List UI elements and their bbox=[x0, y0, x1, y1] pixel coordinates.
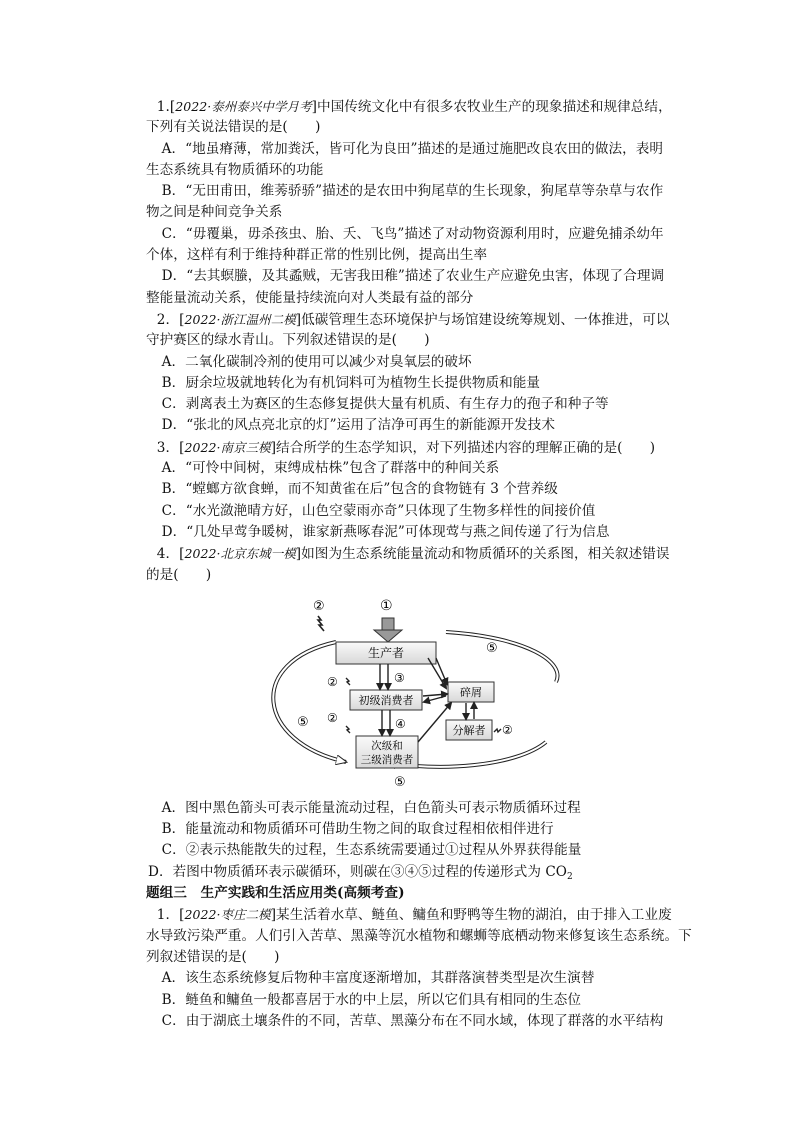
group3-title: 题组三 生产实践和生活应用类(高频考查) bbox=[146, 885, 405, 902]
q1-stem-cont: 下列有关说法错误的是( ) bbox=[146, 119, 321, 136]
g3q1-stem-cont: 水导致污染严重。人们引入苦草、黑藻等沉水植物和螺蛳等底栖动物来修复该生态系统。下 bbox=[146, 927, 692, 944]
label-n4: ④ bbox=[395, 716, 406, 731]
q2-source: 2022·浙江温州二模 bbox=[184, 311, 296, 327]
q1-option-b: B．“无田甫田，维莠骄骄”描述的是农田中狗尾草的生长现象，狗尾草等杂草与农作 bbox=[148, 183, 664, 200]
q3-option-b: B．“螳螂方欲食蝉，而不知黄雀在后”包含的食物链有 3 个营养级 bbox=[148, 481, 558, 498]
primary-consumer-label: 初级消费者 bbox=[358, 693, 414, 707]
label-n2-primary: ② bbox=[327, 674, 338, 689]
g3q1-option-a: A．该生态系统修复后物种丰富度逐渐增加，其群落演替类型是次生演替 bbox=[148, 970, 595, 987]
q1-option-d: D．“去其螟螣，及其蟊贼，无害我田稚”描述了农业生产应避免虫害，体现了合理调 bbox=[148, 268, 665, 285]
q1-option-c-cont: 个体，这样有利于维持种群正常的性别比例，提高出生率 bbox=[146, 247, 488, 264]
q4-option-a: A．图中黑色箭头可表示能量流动过程，白色箭头可表示物质循环过程 bbox=[148, 799, 581, 816]
label-n5-left: ⑤ bbox=[297, 714, 309, 730]
q2-option-d: D．“张北的风点亮北京的灯”运用了洁净可再生的新能源开发技术 bbox=[148, 417, 555, 434]
energy-matter-diagram bbox=[146, 592, 686, 792]
q3-option-c: C．“水光潋滟晴方好，山色空蒙雨亦奇”只体现了生物多样性的间接价值 bbox=[148, 502, 596, 519]
secondary-label-2: 三级消费者 bbox=[360, 753, 414, 766]
label-n2-top: ② bbox=[313, 598, 325, 614]
q1-option-b-cont: 物之间是种间竞争关系 bbox=[146, 204, 283, 221]
producer-label: 生产者 bbox=[367, 645, 405, 660]
g3q1-option-b: B．鲢鱼和鳙鱼一般都喜居于水的中上层，所以它们具有相同的生态位 bbox=[148, 991, 581, 1008]
secondary-label-1: 次级和 bbox=[371, 739, 403, 752]
q1-option-a: A．“地虽瘠薄，常加粪沃，皆可化为良田”描述的是通过施肥改良农田的做法，表明 bbox=[148, 140, 664, 157]
g3q1-source: 2022·枣庄二模 bbox=[184, 907, 271, 923]
q2-option-c: C．剥离表土为赛区的生态修复提供大量有机质、有生存力的孢子和种子等 bbox=[148, 396, 609, 413]
g3q1-stem: 1．[2022·枣庄二模]某生活着水草、鲢鱼、鳙鱼和野鸭等生物的湖泊，由于排入工业废 bbox=[156, 907, 672, 924]
q1-source: 2022·泰州泰兴中学月考 bbox=[175, 99, 312, 114]
q3-option-a: A．“可怜中间树，束缚成枯株”包含了群落中的种间关系 bbox=[148, 460, 500, 477]
q4-stem: 4．[2022·北京东城一模]如图为生态系统能量流动和物质循环的关系图，相关叙述错误 bbox=[156, 546, 670, 563]
q1-option-c: C．“毋覆巢，毋杀孩虫、胎、夭、飞鸟”描述了对动物资源利用时，应避免捕杀幼年 bbox=[148, 225, 664, 242]
q3-stem: 3．[2022·南京三模]结合所学的生态学知识，对下列描述内容的理解正确的是( ) bbox=[156, 439, 656, 456]
q1-stem: 1.[2022·泰州泰兴中学月考]中国传统文化中有很多农牧业生产的现象描述和规律总结， bbox=[156, 99, 672, 115]
g3q1-stem-cont2: 列叙述错误的是( ) bbox=[146, 948, 280, 965]
label-n5-bottom: ⑤ bbox=[394, 774, 406, 790]
diagram-svg bbox=[146, 592, 686, 792]
content-column bbox=[146, 96, 692, 1032]
label-n2-secondary: ② bbox=[327, 710, 338, 725]
q2-stem: 2．[2022·浙江温州二模]低碳管理生态环境保护与场馆建设统筹规划、一体推进，可以 bbox=[156, 311, 670, 328]
q4-stem-cont: 的是( ) bbox=[146, 566, 212, 583]
q1-option-d-cont: 整能量流动关系，使能量持续流向对人类最有益的部分 bbox=[146, 289, 474, 306]
label-n3: ③ bbox=[394, 670, 405, 685]
label-n5-right: ⑤ bbox=[486, 640, 498, 656]
q2-option-b: B．厨余垃圾就地转化为有机饲料可为植物生长提供物质和能量 bbox=[148, 374, 541, 391]
g3q1-option-c: C．由于湖底土壤条件的不同，苦草、黑藻分布在不同水域，体现了群落的水平结构 bbox=[148, 1012, 664, 1029]
label-n1: ① bbox=[380, 597, 393, 614]
q4-source: 2022·北京东城一模 bbox=[184, 546, 296, 562]
q3-option-d: D．“几处早莺争暖树，谁家新燕啄春泥”可体现莺与燕之间传递了行为信息 bbox=[148, 523, 610, 540]
decomposer-label: 分解者 bbox=[452, 723, 486, 737]
q1-option-a-cont: 生态系统具有物质循环的功能 bbox=[146, 161, 324, 178]
label-n2-decomposer: ② bbox=[502, 722, 513, 737]
q2-option-a: A．二氧化碳制冷剂的使用可以减少对臭氧层的破坏 bbox=[148, 353, 472, 370]
q3-source: 2022·南京三模 bbox=[184, 439, 271, 455]
q4-option-c: C．②表示热能散失的过程，生态系统需要通过①过程从外界获得能量 bbox=[148, 842, 582, 859]
q4-option-d: D．若图中物质循环表示碳循环，则碳在③④⑤过程的传递形式为 $CO_2$ bbox=[148, 863, 573, 882]
q2-stem-cont: 守护赛区的绿水青山。下列叙述错误的是( ) bbox=[146, 332, 430, 349]
detritus-label: 碎屑 bbox=[460, 685, 482, 699]
q4-option-b: B．能量流动和物质循环可借助生物之间的取食过程相依相伴进行 bbox=[148, 821, 554, 838]
